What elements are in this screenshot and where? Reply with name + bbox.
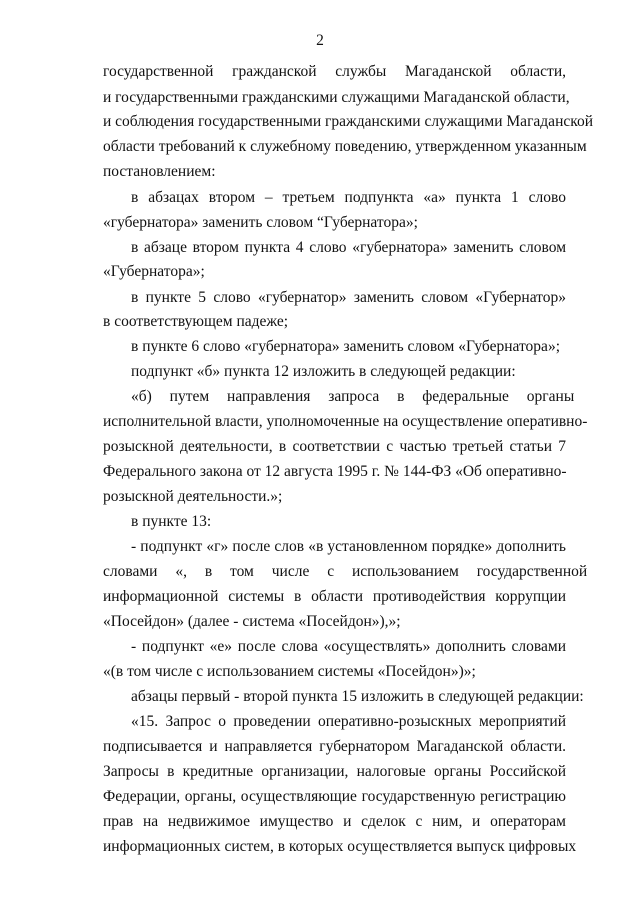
text-line: подписывается и направляется губернатором Магаданской области.	[103, 738, 566, 755]
text-line: «б) путем направления запроса в федеральные органы	[131, 388, 575, 405]
text-line: подпункт «б» пункта 12 изложить в следующей редакции:	[131, 363, 516, 380]
text-line: государственной гражданской службы Магаданской области,	[103, 63, 566, 80]
text-line: в абзаце втором пункта 4 слово «губернатора» заменить словом	[131, 239, 566, 256]
text-line: - подпункт «г» после слов «в установленном порядке» дополнить	[131, 538, 566, 555]
text-line: информационной системы в области противодействия коррупции	[103, 588, 566, 605]
text-line: исполнительной власти, уполномоченные на осуществление оперативно-	[103, 413, 588, 430]
text-line: Запросы в кредитные организации, налоговые органы Российской	[103, 763, 566, 780]
text-line: прав на недвижимое имущество и сделок с ним, и операторам	[103, 813, 566, 830]
text-line: и государственными гражданскими служащими Магаданской области,	[103, 89, 570, 106]
text-line: - подпункт «е» после слова «осуществлять» дополнить словами	[131, 638, 566, 655]
text-line: «15. Запрос о проведении оперативно-розыскных мероприятий	[131, 713, 566, 730]
text-line: Федерального закона от 12 августа 1995 г. № 144-ФЗ «Об оперативно-	[103, 463, 567, 480]
text-line: «губернатора» заменить словом “Губернатора»;	[103, 214, 418, 231]
text-line: в пункте 6 слово «губернатора» заменить словом «Губернатора»;	[131, 338, 560, 355]
text-line: «Посейдон» (далее - система «Посейдон»),»;	[103, 613, 401, 630]
text-line: области требований к служебному поведению, утвержденном указанным	[103, 138, 587, 155]
text-line: постановлением:	[103, 163, 216, 180]
text-line: «(в том числе с использованием системы «Посейдон»)»;	[103, 663, 476, 680]
text-line: розыскной деятельности.»;	[103, 488, 283, 505]
text-line: в соответствующем падеже;	[103, 313, 289, 330]
text-line: «Губернатора»;	[103, 263, 205, 280]
text-line: и соблюдения государственными гражданскими служащими Магаданской	[103, 113, 594, 130]
text-line: в абзацах втором – третьем подпункта «а» пункта 1 слово	[131, 189, 566, 206]
text-line: в пункте 5 слово «губернатор» заменить словом «Губернатор»	[131, 289, 566, 306]
text-line: розыскной деятельности, в соответствии с частью третьей статьи 7	[103, 438, 566, 455]
page-number: 2	[316, 32, 324, 49]
text-line: информационных систем, в которых осуществляется выпуск цифровых	[103, 838, 577, 855]
text-line: Федерации, органы, осуществляющие государственную регистрацию	[103, 788, 566, 805]
text-line: абзацы первый - второй пункта 15 изложить в следующей редакции:	[131, 688, 584, 705]
text-line: в пункте 13:	[131, 513, 212, 530]
text-line: словами «, в том числе с использованием государственной	[103, 563, 588, 580]
